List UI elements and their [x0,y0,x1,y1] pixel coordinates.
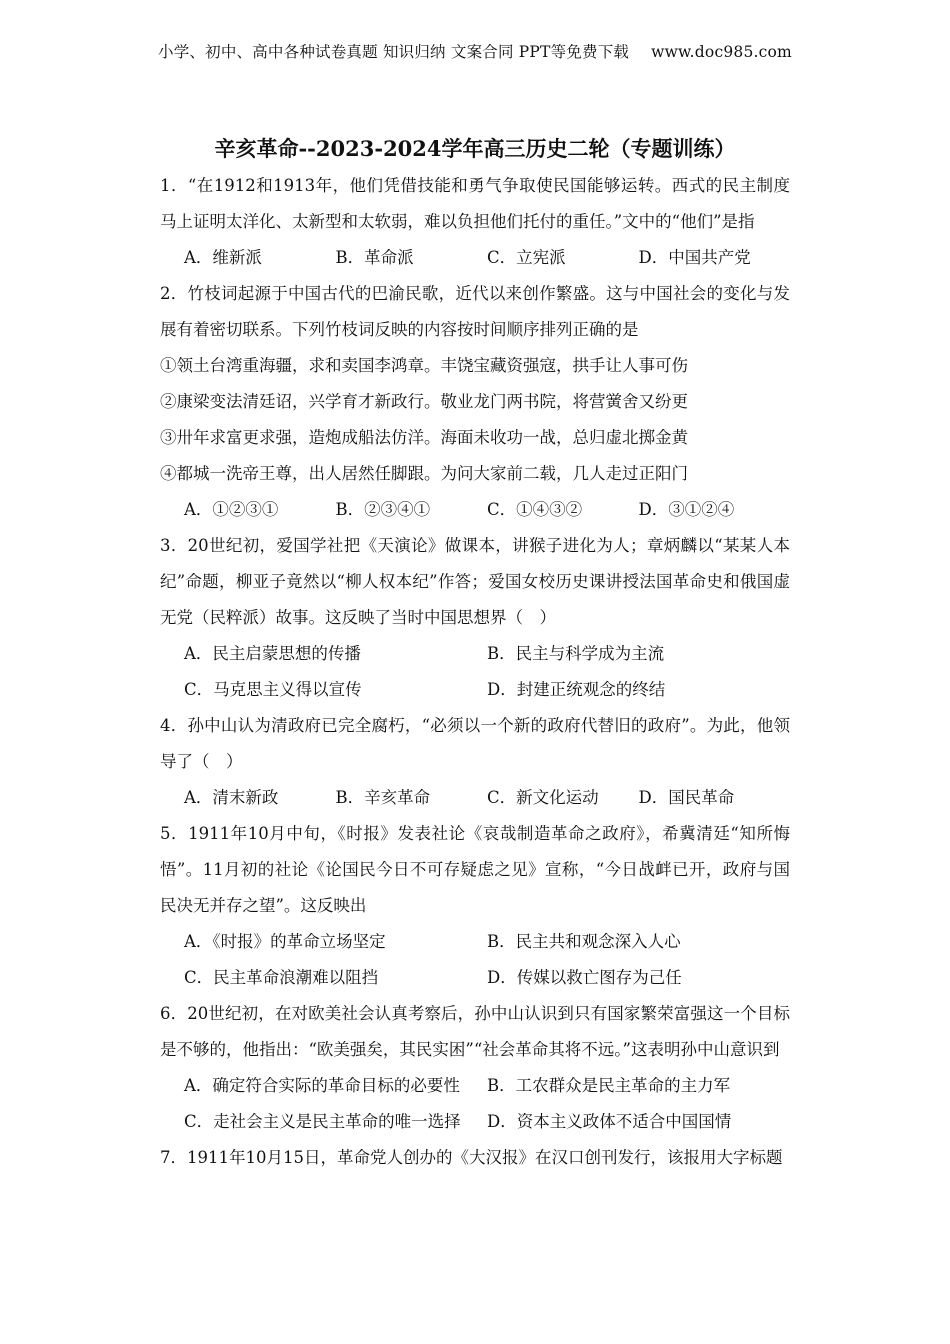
answer-options-row-2 [160,672,790,708]
header-site-description: 小学、初中、高中各种试卷真题 知识归纳 文案合同 PPT等免费下载 [158,43,630,61]
option-a: A．清末新政 [184,788,279,807]
answer-options-row-1 [160,636,790,672]
header-site-url[interactable]: www.doc985.com [651,43,792,61]
option-a: A．《时报》的革命立场坚定 [184,932,386,951]
poem-item-4: ④都城一洗帝王尊，出人居然任脚跟。为问大家前二载，几人走过正阳门 [160,464,688,483]
question-stem: 7．1911年10月15日，革命党人创办的《大汉报》在汉口创刊发行，该报用大字标题 [160,1148,783,1167]
option-c: C．马克思主义得以宣传 [184,680,362,699]
question-7 [160,1140,790,1176]
question-2 [160,276,790,528]
answer-options-row-2 [160,960,790,996]
answer-options-row-1 [160,924,790,960]
option-c: C．新文化运动 [487,788,599,807]
option-d: D．资本主义政体不适合中国国情 [487,1112,732,1131]
question-stem: 2．竹枝词起源于中国古代的巴渝民歌，近代以来创作繁盛。这与中国社会的变化与发展有着密切联系。下列竹枝词反映的内容按时间顺序排列正确的是 [160,284,790,339]
option-c: C．走社会主义是民主革命的唯一选择 [184,1112,461,1131]
option-c: C．立宪派 [487,248,566,267]
option-b: B．民主与科学成为主流 [487,644,665,663]
poem-item-2: ②康梁变法清廷诏，兴学育才新政行。敬业龙门两书院，将营黉舍又纷更 [160,392,688,411]
option-b: B．辛亥革命 [335,788,431,807]
poem-item-1: ①领土台湾重海疆，求和卖国李鸿章。丰饶宝藏资强寇，拱手让人事可伤 [160,356,688,375]
option-c: C．①④③② [487,500,583,519]
answer-options [160,780,790,816]
option-d: D．封建正统观念的终结 [487,680,666,699]
question-stem: 6．20世纪初，在对欧美社会认真考察后，孙中山认识到只有国家繁荣富强这一个目标是不够的，他指出：“欧美强矣，其民实困”“社会革命其将不远。”这表明孙中山意识到 [160,1004,790,1059]
option-d: D．国民革命 [638,788,735,807]
option-d: D．中国共产党 [638,248,751,267]
option-d: D．③①②④ [638,500,735,519]
option-a: A．维新派 [184,248,262,267]
answer-options-row-2 [160,1104,790,1140]
question-stem: 1．“在1912和1913年，他们凭借技能和勇气争取使民国能够运转。西式的民主制度马上证明太洋化、太新型和太软弱，难以负担他们托付的重任。”文中的“他们”是指 [160,176,790,231]
page-header [0,40,950,62]
question-4 [160,708,790,816]
question-stem: 3．20世纪初，爱国学社把《天演论》做课本，讲猴子进化为人；章炳麟以“某某人本纪”命题，柳亚子竟然以“柳人权本纪”作答；爱国女校历史课讲授法国革命史和俄国虚无党（民粹派）故事。这反映了当时中国思想界（ ） [160,536,790,627]
question-list [160,168,790,1176]
poem-item-3: ③卅年求富更求强，造炮成船法仿洋。海面未收功一战，总归虚北掷金黄 [160,428,688,447]
answer-options [160,240,790,276]
answer-options [160,492,790,528]
option-d: D．传媒以救亡图存为己任 [487,968,682,987]
question-3 [160,528,790,708]
option-b: B．革命派 [335,248,414,267]
question-6 [160,996,790,1140]
option-a: A．民主启蒙思想的传播 [184,644,361,663]
option-b: B．②③④① [335,500,431,519]
question-stem: 5．1911年10月中旬，《时报》发表社论《哀哉制造革命之政府》，希冀清廷“知所悔悟”。11月初的社论《论国民今日不可存疑虑之见》宣称，“今日战衅已开，政府与国民决无并存之望”。这反映出 [160,824,790,915]
option-a: A．确定符合实际的革命目标的必要性 [184,1076,460,1095]
question-1 [160,168,790,276]
document-title: 辛亥革命--2023-2024学年高三历史二轮（专题训练） [214,136,736,161]
option-a: A．①②③① [184,500,279,519]
answer-options-row-1 [160,1068,790,1104]
question-stem: 4．孙中山认为清政府已完全腐朽，“必须以一个新的政府代替旧的政府”。为此，他领导了（ ） [160,716,790,771]
option-b: B．民主共和观念深入人心 [487,932,681,951]
option-b: B．工农群众是民主革命的主力军 [487,1076,731,1095]
option-c: C．民主革命浪潮难以阻挡 [184,968,379,987]
question-5 [160,816,790,996]
